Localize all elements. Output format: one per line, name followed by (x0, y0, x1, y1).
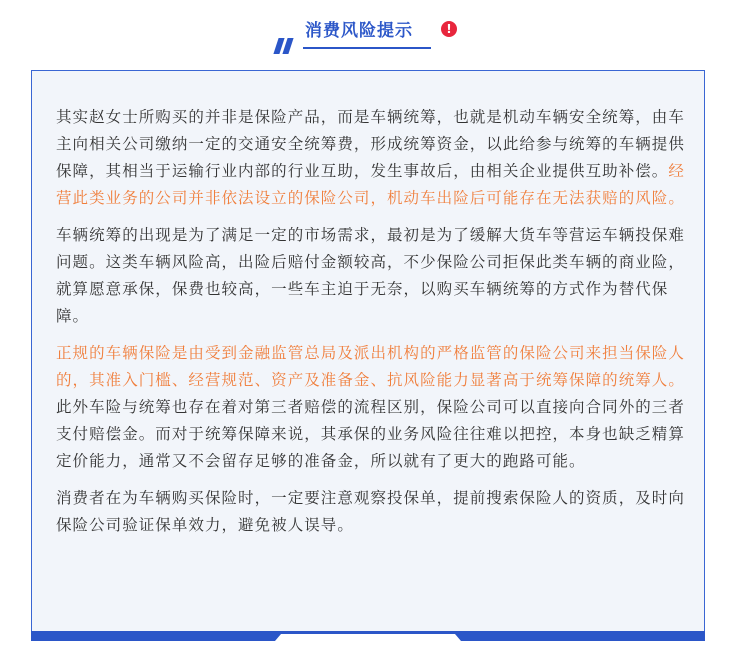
article-body (56, 104, 688, 549)
paragraph-2 (56, 222, 688, 330)
box-bottom-decoration (31, 631, 705, 641)
title-underline (303, 47, 431, 49)
paragraph-text: 此外车险与统筹也存在着对第三者赔偿的流程区别，保险公司可以直接向合同外的三者支付赔偿金。而对于统筹保障来说，其承保的业务风险往往难以把控，本身也缺乏精算定价能力，通常又不会留存足够的准备金，所以就有了更大的跑路可能。 (56, 398, 685, 470)
paragraph-3 (56, 340, 688, 475)
section-header (0, 0, 731, 60)
highlight-text: 正规的车辆保险是由受到金融监管总局及派出机构的严格监管的保险公司来担当保险人的，其准入门槛、经营规范、资产及准备金、抗风险能力显著高于统筹保障的统筹人。 (56, 344, 685, 389)
warning-icon: ! (441, 21, 457, 37)
paragraph-text: 其实赵女士所购买的并非是保险产品，而是车辆统筹，也就是机动车辆安全统筹，由车主向相关公司缴纳一定的交通安全统筹费，形成统筹资金，以此给参与统筹的车辆提供保障，其相当于运输行业内部的行业互助，发生事故后，由相关企业提供互助补偿。 (56, 108, 685, 180)
section-title: 消费风险提示 (305, 21, 413, 41)
paragraph-1 (56, 104, 688, 212)
double-slash-icon (274, 38, 296, 56)
paragraph-text: 消费者在为车辆购买保险时，一定要注意观察投保单，提前搜索保险人的资质，及时向保险公司验证保单效力，避免被人误导。 (56, 489, 685, 534)
paragraph-text: 车辆统筹的出现是为了满足一定的市场需求，最初是为了缓解大货车等营运车辆投保难问题。这类车辆风险高，出险后赔付金额较高，不少保险公司拒保此类车辆的商业险，就算愿意承保，保费也较高，一些车主迫于无奈，以购买车辆统筹的方式作为替代保障。 (56, 226, 685, 325)
paragraph-4 (56, 485, 688, 539)
highlight-text: 经营此类业务的公司并非依法设立的保险公司，机动车出险后可能存在无法获赔的风险。 (56, 162, 685, 207)
